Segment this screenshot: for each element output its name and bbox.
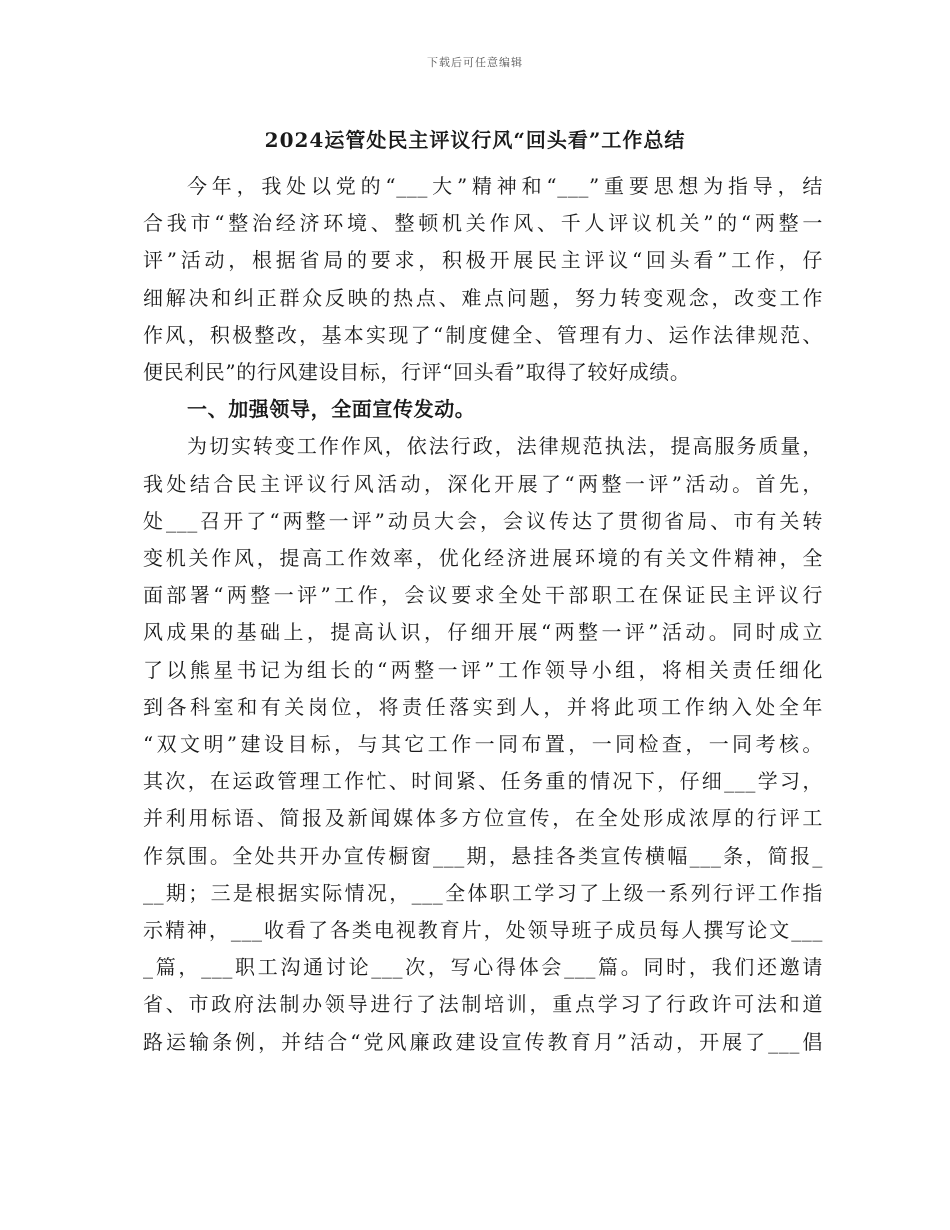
text-line: _篇，___职工沟通讨论___次，写心得体会___篇。同时，我们还邀请: [143, 955, 823, 980]
text-line: 合我市“整治经济环境、整顿机关作风、千人评议机关”的“两整一: [143, 211, 823, 236]
section-heading: 一、加强领导，全面宣传发动。: [187, 397, 476, 422]
text-line: 省、市政府法制办领导进行了法制培训，重点学习了行政许可法和道: [143, 992, 823, 1017]
text-line: 评”活动，根据省局的要求，积极开展民主评议“回头看”工作，仔: [143, 248, 823, 273]
section-paragraph: [143, 428, 823, 1060]
text-line: 路运输条例，并结合“党风廉政建设宣传教育月”活动，开展了___倡: [143, 1029, 823, 1054]
text-line: “双文明”建设目标，与其它工作一同布置，一同检查，一同考核。: [143, 732, 823, 757]
text-line: 面部署“两整一评”工作，会议要求全处干部职工在保证民主评议行: [143, 583, 823, 608]
text-line: 了以熊星书记为组长的“两整一评”工作领导小组，将相关责任细化: [143, 657, 823, 682]
text-line: 今年，我处以党的“___大”精神和“___”重要思想为指导，结: [187, 174, 823, 198]
document-title: 2024运管处民主评议行风“回头看”工作总结: [264, 128, 686, 152]
page-header-note: 下载后可任意编辑: [427, 56, 523, 69]
text-line: 处___召开了“两整一评”动员大会，会议传达了贯彻省局、市有关转: [143, 508, 823, 533]
text-line: 并利用标语、简报及新闻媒体多方位宣传，在全处形成浓厚的行评工: [143, 806, 823, 831]
document-body: [143, 168, 823, 1061]
text-line: 我处结合民主评议行风活动，深化开展了“两整一评”活动。首先，: [143, 471, 823, 496]
text-line: 风成果的基础上，提高认识，仔细开展“两整一评”活动。同时成立: [143, 620, 823, 645]
text-line: 为切实转变工作作风，依法行政，法律规范执法，提高服务质量，: [187, 434, 823, 459]
text-line: 变机关作风，提高工作效率，优化经济进展环境的有关文件精神，全: [143, 546, 823, 571]
intro-paragraph: [143, 168, 823, 391]
text-line: 作氛围。全处共开办宣传橱窗___期，悬挂各类宣传横幅___条，简报_: [143, 843, 823, 868]
text-line: 示精神，___收看了各类电视教育片，处领导班子成员每人撰写论文___: [143, 918, 823, 943]
text-line: 细解决和纠正群众反映的热点、难点问题，努力转变观念，改变工作: [143, 285, 823, 310]
text-line: 便民利民”的行风建设目标，行评“回头看”取得了较好成绩。: [143, 360, 691, 385]
text-line: 作风，积极整改，基本实现了“制度健全、管理有力、运作法律规范、: [143, 322, 823, 347]
text-line: 其次，在运政管理工作忙、时间紧、任务重的情况下，仔细___学习，: [143, 769, 823, 794]
text-line: 到各科室和有关岗位，将责任落实到人，并将此项工作纳入处全年: [143, 694, 823, 719]
text-line: __期；三是根据实际情况，___全体职工学习了上级一系列行评工作指: [143, 880, 823, 905]
